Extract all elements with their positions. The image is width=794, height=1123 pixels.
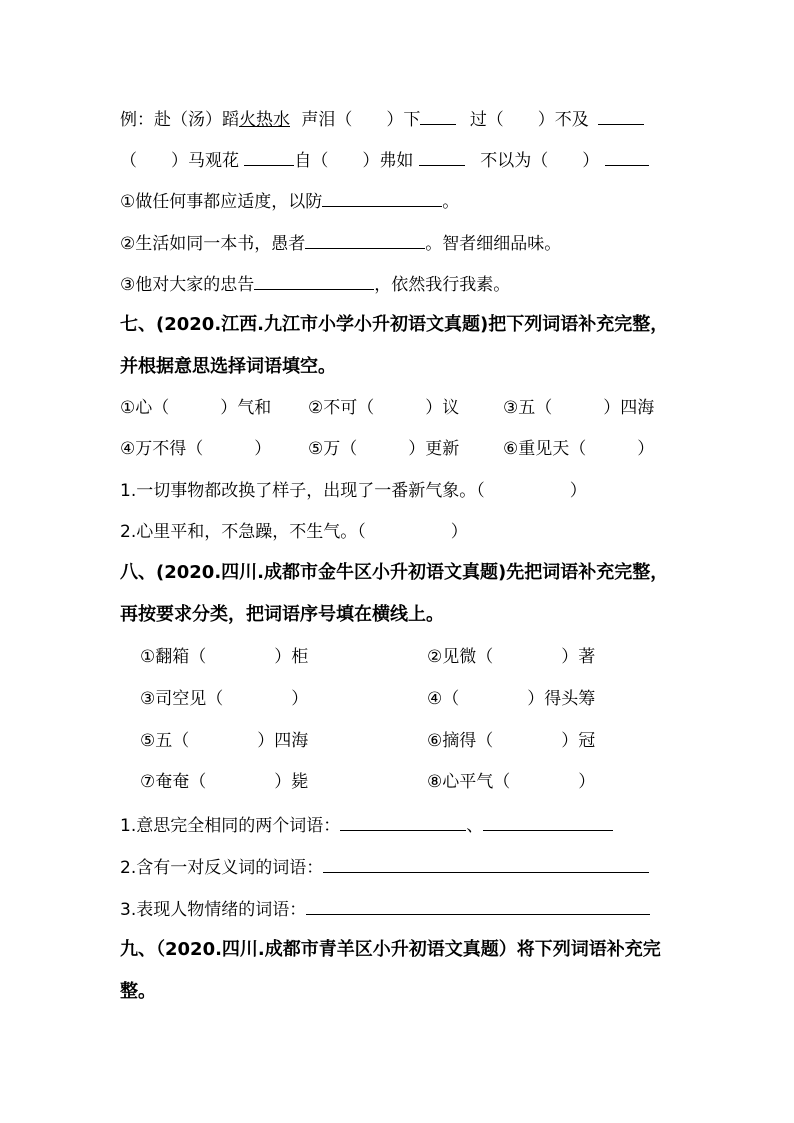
q8-word-3: ③司空见（ ） — [140, 689, 309, 709]
answer-blank[interactable] — [605, 148, 649, 166]
q8-word-7: ⑦奄奄（ ）毙 — [140, 772, 309, 792]
answer-blank[interactable] — [420, 107, 456, 125]
idiom-item: 不以为（ ） — [480, 151, 600, 171]
idiom-item: 过（ ）不及 — [469, 110, 589, 130]
answer-blank[interactable] — [306, 897, 650, 915]
q8-word-2: ②见微（ ）著 — [427, 647, 596, 667]
idiom-line-2 — [120, 148, 649, 173]
answer-blank[interactable] — [598, 107, 644, 125]
example-label: 例： — [120, 110, 154, 130]
sentence-2 — [120, 231, 561, 256]
sentence-1 — [120, 189, 459, 214]
sentence-text: ②生活如同一本书，愚者 — [120, 234, 306, 254]
q8-title-line-1: 八、(2020.四川.成都市金牛区小升初语文真题)先把词语补充完整， — [120, 562, 669, 583]
q7-question-2: 2.心里平和，不急躁，不生气。（ ） — [120, 522, 468, 542]
category-label: 3.表现人物情绪的词语： — [120, 900, 307, 920]
q7-title-line-1: 七、(2020.江西.九江市小学小升初语文真题)把下列词语补充完整， — [120, 314, 669, 335]
answer-blank[interactable] — [254, 272, 374, 290]
q8-category-1 — [120, 813, 613, 838]
category-label: 1.意思完全相同的两个词语： — [120, 816, 341, 836]
sentence-text: ③他对大家的忠告 — [120, 275, 255, 295]
idiom-item: 声泪（ ）下 — [301, 110, 421, 130]
example-line — [120, 107, 644, 132]
separator: 、 — [466, 816, 484, 836]
q8-word-4: ④（ ）得头筹 — [427, 689, 596, 709]
q7-word-1: ①心（ ）气和 — [120, 398, 272, 418]
answer-blank[interactable] — [340, 813, 466, 831]
idiom-item: （ ）马观花 — [120, 151, 239, 171]
sentence-3 — [120, 272, 510, 297]
answer-blank[interactable] — [305, 231, 425, 249]
answer-blank[interactable] — [322, 189, 442, 207]
answer-blank[interactable] — [323, 855, 649, 873]
category-label: 2.含有一对反义词的词语： — [120, 858, 324, 878]
q7-word-3: ③五（ ）四海 — [503, 398, 655, 418]
sentence-text: 。智者细细品味。 — [425, 234, 562, 254]
answer-blank[interactable] — [419, 148, 465, 166]
q8-category-3 — [120, 897, 650, 922]
example-answer: 火热水 — [239, 110, 290, 130]
answer-blank[interactable] — [483, 813, 613, 831]
q8-word-5: ⑤五（ ）四海 — [140, 731, 309, 751]
q7-title-line-2: 并根据意思选择词语填空。 — [120, 356, 336, 377]
answer-blank[interactable] — [244, 148, 294, 166]
q8-word-6: ⑥摘得（ ）冠 — [427, 731, 596, 751]
q8-category-2 — [120, 855, 649, 880]
q7-word-2: ②不可（ ）议 — [308, 398, 460, 418]
q8-word-1: ①翻箱（ ）柜 — [140, 647, 309, 667]
idiom-item: 自（ ）弗如 — [294, 151, 414, 171]
q7-word-6: ⑥重见天（ ） — [503, 439, 655, 459]
sentence-text: ①做任何事都应适度，以防 — [120, 192, 323, 212]
sentence-text: 。 — [442, 192, 460, 212]
q7-word-4: ④万不得（ ） — [120, 439, 272, 459]
example-word-prefix: 赴（汤）蹈 — [154, 110, 239, 130]
q8-word-8: ⑧心平气（ ） — [427, 772, 596, 792]
q9-title-line-2: 整。 — [120, 981, 156, 1002]
q8-title-line-2: 再按要求分类，把词语序号填在横线上。 — [120, 604, 444, 625]
q7-word-5: ⑤万（ ）更新 — [308, 439, 460, 459]
q7-question-1: 1.一切事物都改换了样子，出现了一番新气象。（ ） — [120, 481, 587, 501]
sentence-text: ，依然我行我素。 — [374, 275, 511, 295]
q9-title-line-1: 九、（2020.四川.成都市青羊区小升初语文真题）将下列词语补充完 — [120, 939, 661, 960]
